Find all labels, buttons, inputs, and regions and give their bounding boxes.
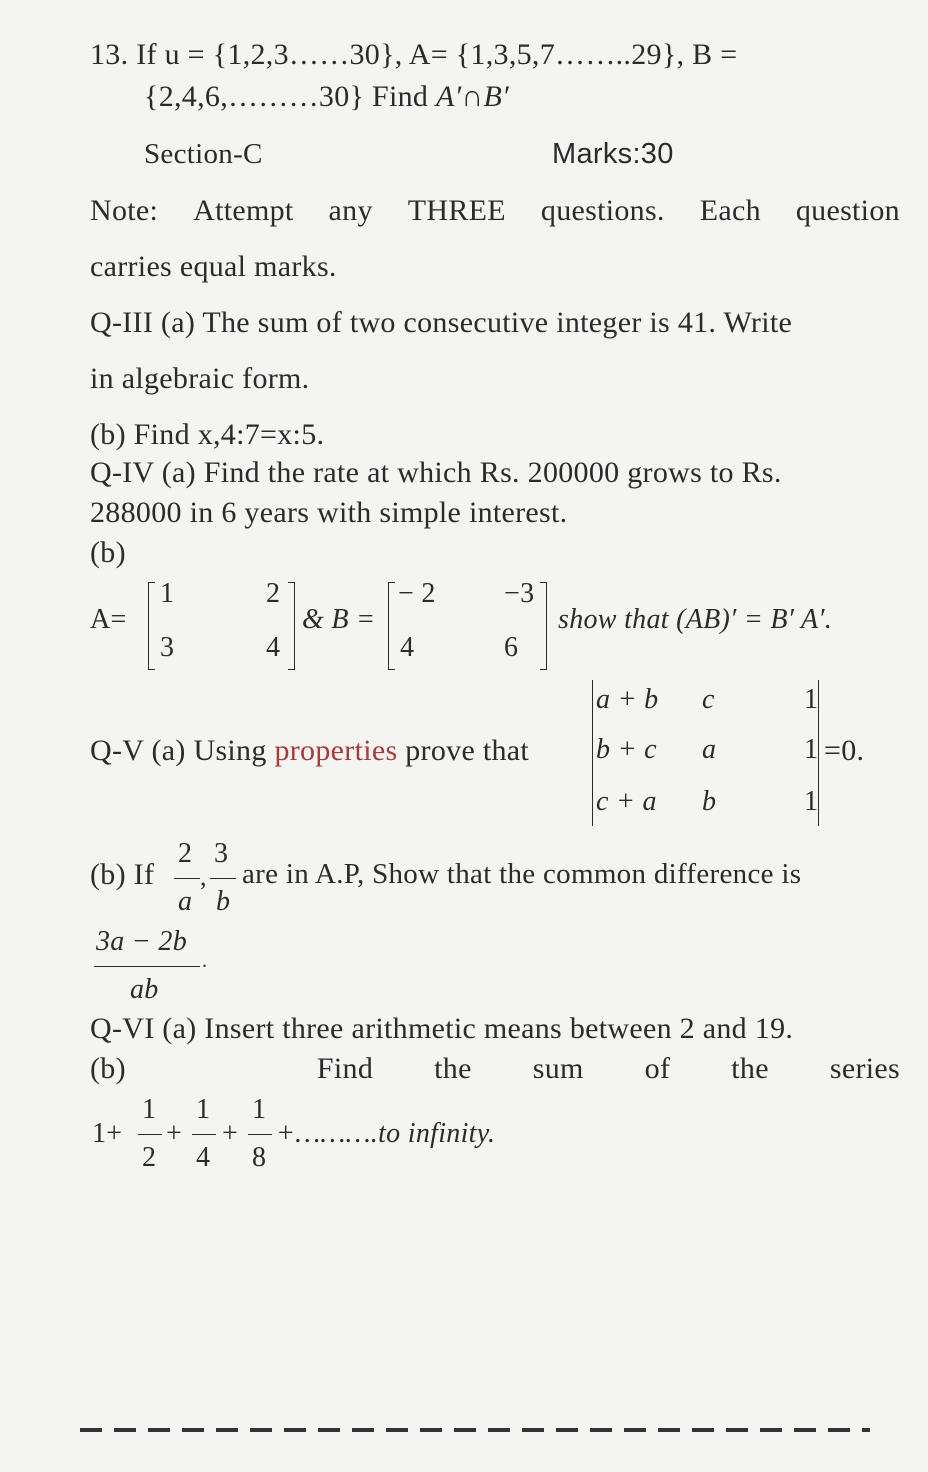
q3-b: (b) Find x,4:7=x:5. [90, 418, 325, 451]
q5-b-prefix: (b) If [90, 858, 155, 891]
frac-2-den: a [178, 886, 193, 917]
matrix-a-cell: 1 [160, 578, 175, 609]
det-cell: b [702, 786, 717, 817]
matrix-b-cell: −3 [504, 578, 535, 609]
det-cell: 1 [804, 786, 819, 817]
frac-bar [138, 1134, 162, 1135]
common-diff-den: ab [130, 974, 159, 1005]
q4-show-statement: show that (AB)′ = B′ A′. [558, 604, 833, 635]
det-cell: a + b [596, 684, 659, 715]
matrix-a-cell: 2 [266, 578, 281, 609]
det-cell: a [702, 734, 717, 765]
note-line1 [90, 194, 900, 228]
q6-b-word: Find [316, 1052, 374, 1085]
q4-a-line1: Q-IV (a) Find the rate at which Rs. 200000 grows to Rs. [90, 456, 782, 489]
q6-a: Q-VI (a) Insert three arithmetic means between 2 and 19. [90, 1012, 794, 1045]
det-cell: 1 [804, 734, 819, 765]
q5-a-suffix: prove that [405, 734, 530, 767]
bottom-dashed-separator [80, 1428, 870, 1432]
series-one: 1+ [92, 1118, 123, 1149]
q5-b-suffix: are in A.P, Show that the common difference is [242, 858, 802, 890]
series-den: 2 [142, 1142, 157, 1173]
matrix-b-label: & B = [302, 604, 376, 635]
q13-line2 [144, 80, 509, 114]
q6-b-word: (b) [90, 1052, 126, 1085]
frac-2-num: 2 [178, 838, 193, 869]
note-word: any [328, 194, 373, 227]
det-equals: =0. [824, 734, 865, 767]
det-cell: b + c [596, 734, 657, 765]
frac-comma: , [200, 862, 207, 891]
q6-b-word: the [731, 1052, 769, 1085]
series-num: 1 [196, 1094, 211, 1125]
matrix-b-cell: 4 [400, 632, 415, 663]
matrix-a-left-bracket [148, 582, 155, 670]
det-left-bar [592, 680, 593, 826]
common-diff-num: 3a − 2b [96, 926, 187, 957]
det-right-bar [818, 680, 819, 826]
frac-bar [210, 878, 236, 879]
frac-3-den: b [216, 886, 231, 917]
note-word: Each [699, 194, 761, 227]
matrix-b-cell: 6 [504, 632, 519, 663]
q4-b-label: (b) [90, 536, 126, 569]
series-num: 1 [142, 1094, 157, 1125]
q5-a [90, 734, 529, 768]
note-word: THREE [407, 194, 506, 227]
q5-a-prefix: Q-V (a) Using [90, 734, 267, 767]
q13-line1: 13. If u = {1,2,3……30}, A= {1,3,5,7……..29}, B = [90, 38, 738, 71]
frac-bar [94, 966, 200, 967]
matrix-a-cell: 3 [160, 632, 175, 663]
q3-a-line1: Q-III (a) The sum of two consecutive integer is 41. Write [90, 306, 793, 339]
q13-expression: A′∩B′ [436, 80, 509, 113]
q6-b-line [90, 1052, 900, 1086]
q6-b-word: series [829, 1052, 900, 1085]
matrix-b-cell: − 2 [398, 578, 436, 609]
series-plus: + [222, 1118, 239, 1149]
note-line2: carries equal marks. [90, 250, 337, 283]
frac-3-num: 3 [214, 838, 229, 869]
q13-set-b: {2,4,6,………30} Find [144, 80, 429, 113]
q5-a-highlight: properties [274, 734, 398, 767]
series-plus: + [166, 1118, 183, 1149]
series-den: 8 [252, 1142, 267, 1173]
section-marks: Marks:30 [552, 138, 674, 170]
matrix-a-right-bracket [288, 582, 295, 670]
q3-a-line2: in algebraic form. [90, 362, 310, 395]
frac-bar [174, 878, 200, 879]
det-cell: c [702, 684, 715, 715]
q6-b-word: the [434, 1052, 472, 1085]
q4-a-line2: 288000 in 6 years with simple interest. [90, 496, 568, 529]
matrix-a-label: A= [90, 604, 127, 635]
common-diff-dot: . [202, 950, 208, 972]
frac-bar [192, 1134, 216, 1135]
matrix-b-left-bracket [388, 582, 395, 670]
det-cell: 1 [804, 684, 819, 715]
note-word: questions. [540, 194, 665, 227]
series-den: 4 [196, 1142, 211, 1173]
q6-b-word: of [644, 1052, 671, 1085]
section-title: Section-C [144, 138, 263, 170]
frac-bar [248, 1134, 272, 1135]
note-word: Note: [90, 194, 159, 227]
note-word: question [795, 194, 900, 227]
det-cell: c + a [596, 786, 657, 817]
note-word: Attempt [193, 194, 294, 227]
matrix-b-right-bracket [540, 582, 547, 670]
series-tail: +……….to infinity. [276, 1118, 496, 1149]
q6-b-word: sum [532, 1052, 584, 1085]
series-num: 1 [252, 1094, 267, 1125]
matrix-a-cell: 4 [266, 632, 281, 663]
